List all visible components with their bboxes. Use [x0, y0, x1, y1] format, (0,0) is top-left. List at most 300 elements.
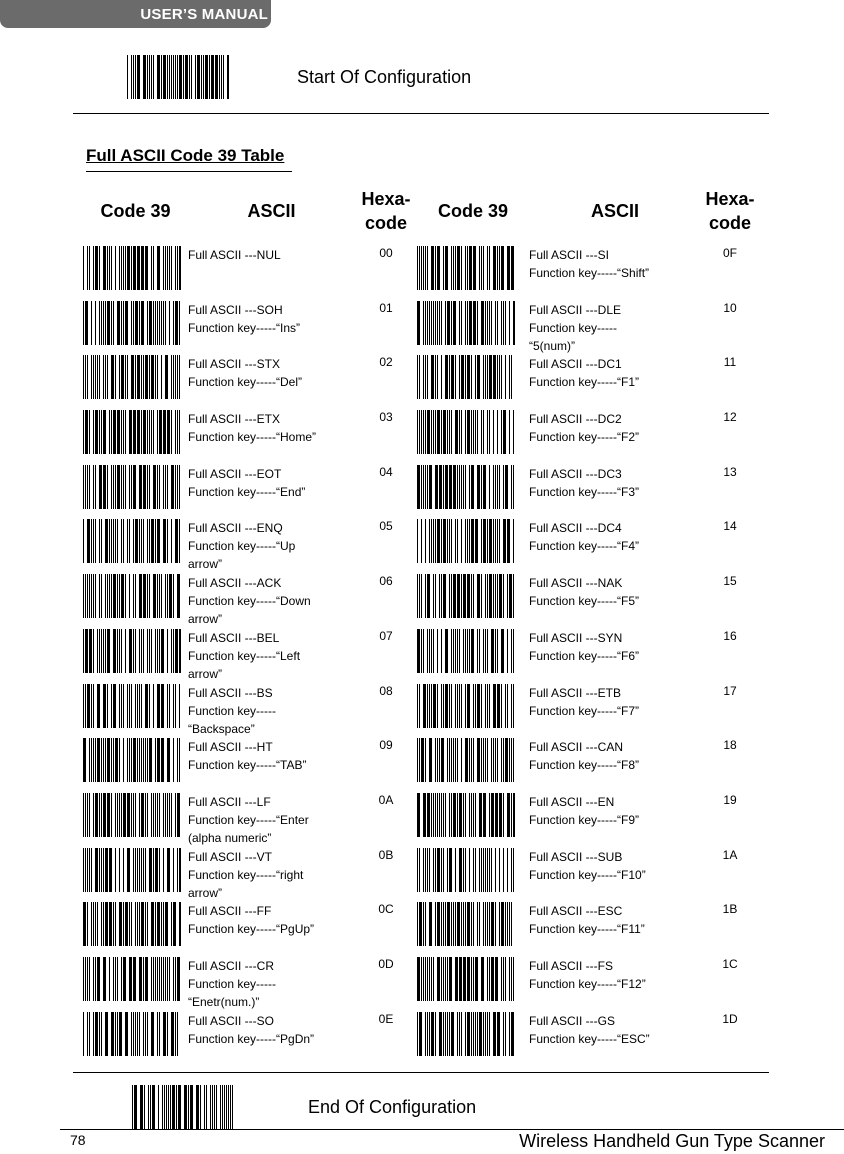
barcode-bar — [419, 410, 420, 454]
section-title-underline — [86, 171, 292, 172]
barcode-bar — [421, 574, 422, 618]
barcode-bar — [222, 1085, 223, 1129]
barcode-bar — [425, 1012, 426, 1056]
barcode-bar — [93, 246, 94, 290]
barcode-bar — [461, 1012, 462, 1056]
barcode-bar — [439, 465, 442, 509]
barcode-bar — [473, 246, 476, 290]
barcode-bar — [513, 629, 514, 673]
barcode-bar — [176, 1085, 177, 1129]
barcode-cell — [417, 684, 529, 739]
barcode-bar — [107, 355, 108, 399]
barcode-bar — [419, 355, 420, 399]
barcode-bar — [167, 465, 168, 509]
barcode-bar — [493, 519, 494, 563]
barcode-bar — [417, 1012, 418, 1056]
barcode-bar — [133, 519, 134, 563]
barcode-bar — [95, 738, 96, 782]
barcode-bar — [152, 1085, 155, 1129]
barcode-bar — [471, 957, 472, 1001]
table-row — [83, 465, 759, 520]
barcode-bar — [501, 410, 502, 454]
ascii-description-line: “Backspace” — [188, 721, 255, 736]
barcode-bar — [175, 301, 178, 345]
barcode-bar — [133, 410, 136, 454]
barcode-bar — [479, 629, 480, 673]
barcode-bar — [101, 848, 102, 892]
barcode-bar — [223, 55, 224, 99]
hex-code: 03 — [379, 410, 393, 425]
barcode-bar — [157, 55, 160, 99]
barcode-bar — [463, 629, 464, 673]
barcode-bar — [459, 957, 462, 1001]
barcode-bar — [101, 1012, 102, 1056]
footer-title: Wireless Handheld Gun Type Scanner — [519, 1131, 825, 1151]
barcode-bar — [511, 355, 512, 399]
barcode-bar — [465, 301, 466, 345]
barcode-cell — [83, 902, 188, 957]
barcode-bar — [443, 957, 444, 1001]
barcode-bar — [437, 793, 438, 837]
barcode-bar — [195, 55, 196, 99]
barcode-bar — [157, 465, 158, 509]
barcode-bar — [141, 738, 142, 782]
ascii-description-line: Full ASCII ---HT — [188, 740, 273, 755]
barcode-bar — [109, 410, 110, 454]
barcode-bar — [173, 355, 174, 399]
barcode-bar — [495, 902, 496, 946]
barcode-bar — [157, 793, 158, 837]
code39-barcode — [417, 902, 515, 946]
table-row — [83, 629, 759, 684]
barcode-bar — [489, 793, 490, 837]
barcode-bar — [220, 1085, 221, 1129]
barcode-bar — [145, 1012, 146, 1056]
barcode-bar — [463, 902, 464, 946]
barcode-bar — [109, 848, 112, 892]
barcode-bar — [441, 793, 442, 837]
barcode-bar — [159, 629, 160, 673]
barcode-bar — [481, 574, 482, 618]
bottom-divider — [73, 1072, 769, 1073]
barcode-bar — [149, 410, 150, 454]
barcode-bar — [159, 957, 160, 1001]
barcode-bar — [501, 246, 504, 290]
barcode-bar — [469, 519, 470, 563]
barcode-bar — [83, 957, 84, 1001]
barcode-bar — [469, 465, 470, 509]
barcode-cell — [83, 684, 188, 739]
barcode-bar — [509, 902, 510, 946]
barcode-bar — [107, 465, 108, 509]
barcode-bar — [427, 684, 428, 728]
barcode-bar — [177, 738, 178, 782]
barcode-bar — [475, 1012, 476, 1056]
barcode-bar — [465, 355, 466, 399]
barcode-bar — [477, 1012, 478, 1056]
barcode-bar — [91, 738, 92, 782]
barcode-bar — [439, 574, 440, 618]
barcode-bar — [179, 519, 180, 563]
barcode-bar — [161, 738, 164, 782]
ascii-description-line: arrow” — [188, 666, 223, 681]
ascii-description — [188, 410, 355, 465]
barcode-cell — [83, 848, 188, 903]
barcode-bar — [423, 246, 424, 290]
barcode-bar — [425, 355, 426, 399]
barcode-bar — [489, 902, 490, 946]
barcode-bar — [417, 574, 418, 618]
barcode-bar — [139, 1012, 140, 1056]
code39-barcode — [83, 465, 181, 509]
barcode-bar — [491, 793, 494, 837]
barcode-bar — [499, 902, 500, 946]
barcode-bar — [139, 957, 142, 1001]
barcode-bar — [163, 410, 166, 454]
barcode-bar — [135, 684, 136, 728]
barcode-bar — [423, 465, 424, 509]
ascii-description-line: Full ASCII ---DLE — [529, 302, 622, 317]
ascii-description-line: Function key-----“F12” — [529, 976, 646, 991]
barcode-bar — [226, 1085, 227, 1129]
barcode-bar — [99, 301, 100, 345]
barcode-bar — [455, 629, 456, 673]
barcode-bar — [157, 629, 158, 673]
barcode-bar — [141, 301, 144, 345]
barcode-bar — [83, 738, 86, 782]
barcode-bar — [471, 629, 474, 673]
ascii-description — [188, 902, 355, 957]
barcode-bar — [479, 246, 480, 290]
barcode-bar — [87, 246, 88, 290]
barcode-bar — [89, 574, 90, 618]
ascii-description — [529, 574, 701, 629]
code39-barcode — [417, 684, 515, 728]
barcode-bar — [425, 410, 426, 454]
barcode-bar — [161, 957, 162, 1001]
barcode-bar — [83, 902, 86, 946]
barcode-bar — [99, 519, 100, 563]
barcode-bar — [129, 957, 132, 1001]
barcode-bar — [117, 574, 118, 618]
barcode-bar — [435, 902, 436, 946]
barcode-bar — [489, 465, 490, 509]
barcode-bar — [129, 738, 130, 782]
barcode-bar — [145, 684, 148, 728]
barcode-bar — [99, 410, 100, 454]
ascii-description — [529, 957, 701, 1012]
code39-barcode — [83, 629, 181, 673]
barcode-bar — [163, 465, 164, 509]
ascii-description-line: “5(num)” — [529, 338, 576, 353]
barcode-bar — [91, 574, 92, 618]
barcode-bar — [437, 355, 438, 399]
barcode-bar — [155, 793, 156, 837]
barcode-bar — [115, 738, 118, 782]
barcode-bar — [119, 684, 120, 728]
barcode-bar — [179, 246, 181, 290]
barcode-bar — [427, 246, 428, 290]
barcode-bar — [131, 902, 132, 946]
barcode-bar — [159, 793, 160, 837]
barcode-bar — [513, 574, 514, 618]
barcode-bar — [429, 738, 432, 782]
barcode-bar — [443, 519, 446, 563]
ascii-description-line: Function key-----“Left — [188, 648, 301, 663]
barcode-bar — [427, 355, 428, 399]
ascii-description-line: Function key-----“F2” — [529, 430, 640, 445]
barcode-bar — [445, 793, 446, 837]
ascii-description-line: Function key-----“Down — [188, 594, 311, 609]
barcode-bar — [501, 957, 502, 1001]
code39-barcode — [83, 957, 181, 1001]
barcode-bar — [495, 574, 496, 618]
barcode-bar — [139, 574, 142, 618]
barcode-bar — [179, 629, 181, 673]
barcode-bar — [149, 301, 152, 345]
barcode-bar — [143, 355, 144, 399]
barcode-bar — [188, 1085, 189, 1129]
barcode-cell — [417, 246, 529, 301]
barcode-bar — [177, 957, 180, 1001]
table-row — [83, 793, 759, 848]
barcode-bar — [449, 574, 450, 618]
barcode-bar — [493, 246, 496, 290]
barcode-bar — [200, 1085, 201, 1129]
code39-barcode — [417, 246, 515, 290]
barcode-bar — [109, 957, 110, 1001]
start-config-barcode — [127, 55, 229, 99]
barcode-bar — [473, 793, 474, 837]
ascii-description-line: Function key-----“Enter — [188, 812, 309, 827]
barcode-bar — [497, 355, 498, 399]
ascii-description-line: arrow” — [188, 557, 223, 572]
barcode-bar — [171, 55, 172, 99]
barcode-bar — [107, 301, 110, 345]
barcode-bar — [177, 848, 178, 892]
ascii-description — [529, 246, 701, 301]
barcode-bar — [204, 1085, 205, 1129]
ascii-description-line: arrow” — [188, 885, 223, 900]
barcode-bar — [119, 574, 120, 618]
ascii-description-line: Full ASCII ---DC4 — [529, 521, 622, 536]
barcode-bar — [113, 684, 116, 728]
barcode-bar — [89, 848, 90, 892]
barcode-bar — [417, 410, 418, 454]
hex-code: 1C — [722, 956, 738, 971]
barcode-bar — [179, 684, 180, 728]
barcode-bar — [169, 246, 170, 290]
barcode-bar — [509, 957, 510, 1001]
barcode-bar — [203, 55, 204, 99]
barcode-bar — [421, 629, 422, 673]
barcode-bar — [449, 519, 450, 563]
barcode-bar — [475, 684, 476, 728]
barcode-bar — [89, 465, 90, 509]
barcode-bar — [137, 410, 140, 454]
barcode-bar — [214, 1085, 215, 1129]
barcode-bar — [465, 410, 466, 454]
barcode-bar — [85, 848, 86, 892]
barcode-bar — [153, 574, 156, 618]
barcode-bar — [465, 848, 466, 892]
barcode-bar — [105, 629, 106, 673]
barcode-bar — [427, 574, 430, 618]
barcode-bar — [467, 629, 468, 673]
barcode-bar — [417, 902, 418, 946]
barcode-bar — [499, 793, 502, 837]
barcode-bar — [87, 848, 88, 892]
barcode-bar — [143, 55, 146, 99]
barcode-bar — [417, 793, 420, 837]
barcode-bar — [161, 902, 162, 946]
barcode-bar — [85, 574, 86, 618]
barcode-bar — [143, 1012, 144, 1056]
hex-code: 1B — [722, 902, 738, 917]
barcode-bar — [451, 902, 452, 946]
barcode-bar — [177, 574, 180, 618]
barcode-bar — [483, 902, 484, 946]
barcode-bar — [173, 738, 174, 782]
barcode-bar — [455, 246, 456, 290]
barcode-bar — [171, 629, 172, 673]
barcode-bar — [191, 55, 192, 99]
barcode-bar — [495, 465, 496, 509]
barcode-bar — [447, 957, 448, 1001]
barcode-bar — [443, 793, 444, 837]
barcode-bar — [429, 465, 432, 509]
barcode-bar — [435, 355, 436, 399]
barcode-bar — [495, 957, 498, 1001]
barcode-bar — [145, 246, 148, 290]
barcode-bar — [511, 684, 512, 728]
ascii-description-line: Full ASCII ---NUL — [188, 248, 281, 262]
ascii-description-line: Full ASCII ---ETB — [529, 685, 622, 700]
barcode-bar — [101, 793, 102, 837]
barcode-bar — [95, 574, 96, 618]
barcode-bar — [485, 1012, 486, 1056]
ascii-description-line: Full ASCII ---SI — [529, 248, 610, 262]
barcode-bar — [513, 848, 514, 892]
barcode-bar — [163, 246, 164, 290]
barcode-bar — [167, 519, 168, 563]
barcode-bar — [150, 1085, 151, 1129]
barcode-bar — [163, 848, 164, 892]
barcode-bar — [133, 465, 136, 509]
barcode-cell — [417, 957, 529, 1012]
barcode-bar — [123, 793, 126, 837]
barcode-bar — [453, 629, 454, 673]
barcode-bar — [429, 684, 430, 728]
barcode-bar — [457, 629, 458, 673]
barcode-bar — [212, 1085, 213, 1129]
hex-code: 18 — [723, 738, 737, 753]
barcode-bar — [165, 301, 166, 345]
barcode-bar — [123, 519, 124, 563]
barcode-bar — [123, 684, 124, 728]
ascii-description — [188, 574, 355, 629]
barcode-bar — [91, 684, 92, 728]
barcode-bar — [119, 246, 120, 290]
barcode-bar — [481, 957, 484, 1001]
code39-barcode — [417, 301, 515, 345]
barcode-bar — [437, 957, 440, 1001]
barcode-bar — [175, 957, 176, 1001]
barcode-bar — [479, 793, 482, 837]
barcode-bar — [471, 410, 472, 454]
ascii-description — [188, 519, 355, 574]
barcode-bar — [423, 957, 424, 1001]
code39-barcode — [83, 246, 181, 290]
barcode-bar — [137, 1012, 138, 1056]
barcode-bar — [483, 738, 484, 782]
barcode-bar — [423, 684, 426, 728]
barcode-bar — [457, 465, 458, 509]
barcode-bar — [127, 848, 130, 892]
barcode-bar — [453, 246, 454, 290]
barcode-bar — [139, 848, 140, 892]
ascii-description-line: Function key----- — [188, 703, 277, 718]
barcode-bar — [123, 410, 124, 454]
barcode-bar — [125, 355, 126, 399]
code39-barcode — [83, 519, 181, 563]
barcode-bar — [161, 301, 162, 345]
barcode-bar — [461, 738, 462, 782]
barcode-bar — [441, 738, 444, 782]
barcode-bar — [513, 519, 514, 563]
top-divider — [73, 113, 769, 114]
barcode-bar — [83, 848, 84, 892]
barcode-bar — [89, 738, 90, 782]
ascii-description-line: Full ASCII ---SYN — [529, 630, 623, 645]
barcode-bar — [483, 519, 486, 563]
barcode-bar — [99, 793, 100, 837]
barcode-bar — [89, 793, 90, 837]
barcode-bar — [471, 355, 472, 399]
barcode-bar — [111, 684, 112, 728]
barcode-bar — [471, 902, 472, 946]
hex-code: 04 — [379, 464, 393, 479]
barcode-bar — [113, 629, 116, 673]
barcode-bar — [171, 465, 174, 509]
barcode-bar — [503, 738, 504, 782]
barcode-bar — [127, 55, 128, 99]
barcode-bar — [141, 902, 144, 946]
barcode-bar — [147, 629, 148, 673]
barcode-bar — [503, 301, 504, 345]
barcode-bar — [449, 848, 452, 892]
ascii-description — [529, 793, 701, 848]
barcode-bar — [441, 519, 442, 563]
barcode-bar — [489, 410, 490, 454]
barcode-bar — [433, 684, 436, 728]
barcode-bar — [495, 848, 496, 892]
barcode-bar — [115, 793, 116, 837]
barcode-bar — [85, 793, 86, 837]
ascii-description-line: (alpha numeric” — [188, 830, 272, 845]
barcode-bar — [103, 465, 106, 509]
barcode-bar — [151, 355, 154, 399]
barcode-bar — [497, 738, 498, 782]
barcode-bar — [483, 465, 486, 509]
hex-code: 0A — [378, 792, 394, 807]
section-title: Full ASCII Code 39 Table — [86, 146, 285, 165]
barcode-bar — [431, 793, 432, 837]
barcode-bar — [83, 793, 84, 837]
ascii-description-line: Function key-----“right — [188, 867, 304, 882]
barcode-bar — [157, 1012, 158, 1056]
code39-barcode — [417, 465, 515, 509]
